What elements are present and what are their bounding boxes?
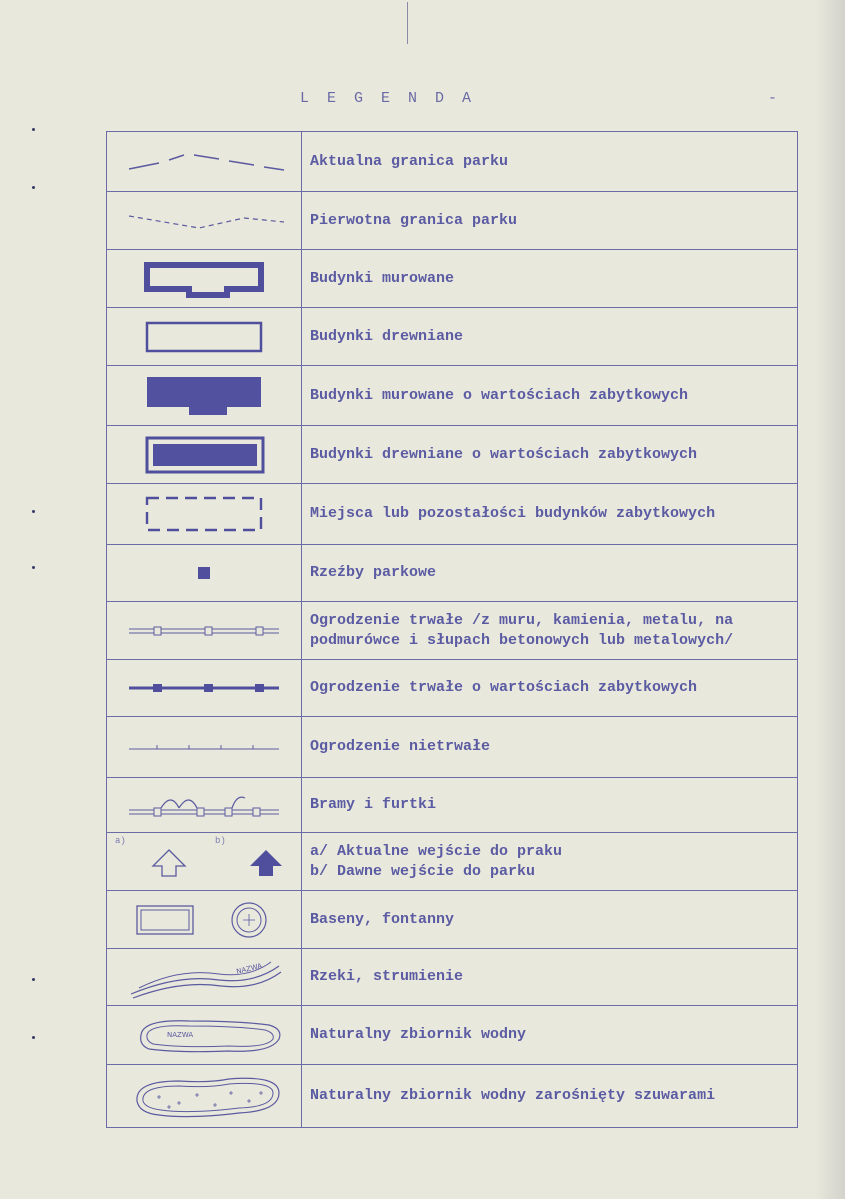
legend-row bbox=[107, 1064, 797, 1127]
pond-reeds-icon bbox=[119, 1071, 289, 1121]
legend-label: Pierwotna granica parku bbox=[310, 211, 518, 229]
fence-solid-posts-icon bbox=[119, 678, 289, 698]
masonry-building-filled-icon bbox=[139, 373, 269, 419]
pools-fountains-symbol bbox=[107, 891, 302, 948]
entrance-symbol bbox=[107, 833, 302, 890]
legend-label: a/ Aktualne wejście do praku b/ Dawne wejście do parku bbox=[310, 842, 563, 880]
legend-label: Miejsca lub pozostałości budynków zabytkowych bbox=[310, 505, 716, 522]
margin-dot bbox=[32, 128, 35, 131]
legend-row bbox=[107, 948, 797, 1005]
rivers-symbol bbox=[107, 949, 302, 1005]
legend-title: LEGENDA bbox=[300, 90, 490, 107]
solid-dashed-boundary-icon bbox=[119, 147, 289, 177]
legend-label: Rzeźby parkowe bbox=[310, 564, 437, 581]
legend-row bbox=[107, 249, 797, 307]
dashed-rectangle-icon bbox=[139, 493, 269, 535]
legend-row bbox=[107, 425, 797, 483]
paper-edge-shadow bbox=[815, 0, 845, 1199]
masonry-building-symbol bbox=[107, 250, 302, 307]
sub-label-b: b) bbox=[215, 836, 226, 846]
legend-label: Ogrodzenie trwałe o wartościach zabytkowych bbox=[310, 679, 698, 696]
margin-dot bbox=[32, 566, 35, 569]
legend-row bbox=[107, 1005, 797, 1064]
fence-hollow-posts-icon bbox=[119, 621, 289, 641]
legend-label: Naturalny zbiornik wodny bbox=[310, 1026, 527, 1043]
margin-dot bbox=[32, 978, 35, 981]
margin-dot bbox=[32, 1036, 35, 1039]
wooden-building-outline-icon bbox=[139, 317, 269, 357]
legend-row bbox=[107, 307, 797, 365]
historic-wooden-building-symbol bbox=[107, 426, 302, 483]
legend-row bbox=[107, 777, 797, 832]
fence-ticks-icon bbox=[119, 737, 289, 757]
title-trailing-mark: - bbox=[768, 90, 778, 107]
legend-row bbox=[107, 365, 797, 425]
legend-row bbox=[107, 659, 797, 716]
legend-label: Budynki murowane o wartościach zabytkowych bbox=[310, 386, 689, 404]
legend-label: Rzeki, strumienie bbox=[310, 968, 464, 985]
legend-row bbox=[107, 601, 797, 659]
sub-label-a: a) bbox=[115, 836, 126, 846]
current-boundary-symbol bbox=[107, 132, 302, 191]
legend-row bbox=[107, 191, 797, 249]
original-boundary-symbol bbox=[107, 192, 302, 249]
legend-label: Naturalny zbiornik wodny zarośnięty szuwarami bbox=[310, 1087, 716, 1104]
overgrown-water-body-symbol bbox=[107, 1065, 302, 1127]
river-name-text: NAZWA bbox=[235, 961, 263, 976]
park-sculpture-symbol bbox=[107, 545, 302, 601]
pond-name-text: NAZWA bbox=[167, 1031, 194, 1039]
pool-fountain-icon bbox=[119, 898, 289, 942]
legend-label: Budynki drewniane bbox=[310, 327, 464, 345]
masonry-building-outline-icon bbox=[139, 259, 269, 299]
legend-row bbox=[107, 544, 797, 601]
legend-label: Aktualna granica parku bbox=[310, 152, 509, 170]
wooden-building-symbol bbox=[107, 308, 302, 365]
river-icon bbox=[119, 954, 289, 1000]
legend-row bbox=[107, 890, 797, 948]
small-square-icon bbox=[194, 563, 214, 583]
historic-fence-symbol bbox=[107, 660, 302, 716]
historic-masonry-building-symbol bbox=[107, 366, 302, 425]
legend-label: Ogrodzenie nietrwałe bbox=[310, 738, 491, 755]
legend-row bbox=[107, 483, 797, 544]
legend-row bbox=[107, 716, 797, 777]
temporary-fence-symbol bbox=[107, 717, 302, 777]
legend-label: Budynki murowane bbox=[310, 269, 455, 287]
gates-symbol bbox=[107, 778, 302, 832]
legend-label: Budynki drewniane o wartościach zabytkowych bbox=[310, 445, 698, 463]
building-remains-symbol bbox=[107, 484, 302, 544]
legend-table bbox=[106, 131, 798, 1128]
margin-dot bbox=[32, 510, 35, 513]
legend-label: Bramy i furtki bbox=[310, 796, 437, 813]
legend-row bbox=[107, 832, 797, 890]
legend-row bbox=[107, 132, 797, 191]
fold-mark bbox=[407, 2, 408, 44]
margin-dot bbox=[32, 186, 35, 189]
fine-dashed-boundary-icon bbox=[119, 206, 289, 236]
permanent-fence-symbol bbox=[107, 602, 302, 659]
pond-icon bbox=[119, 1011, 289, 1059]
entrance-arrows-icon bbox=[119, 842, 289, 882]
gates-icon bbox=[119, 788, 289, 822]
water-body-symbol bbox=[107, 1006, 302, 1064]
legend-label: Baseny, fontanny bbox=[310, 910, 455, 928]
wooden-building-filled-icon bbox=[139, 434, 269, 476]
legend-label: Ogrodzenie trwałe /z muru, kamienia, metalu, na podmurówce i słupach betonowych lub metalowych/ bbox=[310, 611, 734, 649]
